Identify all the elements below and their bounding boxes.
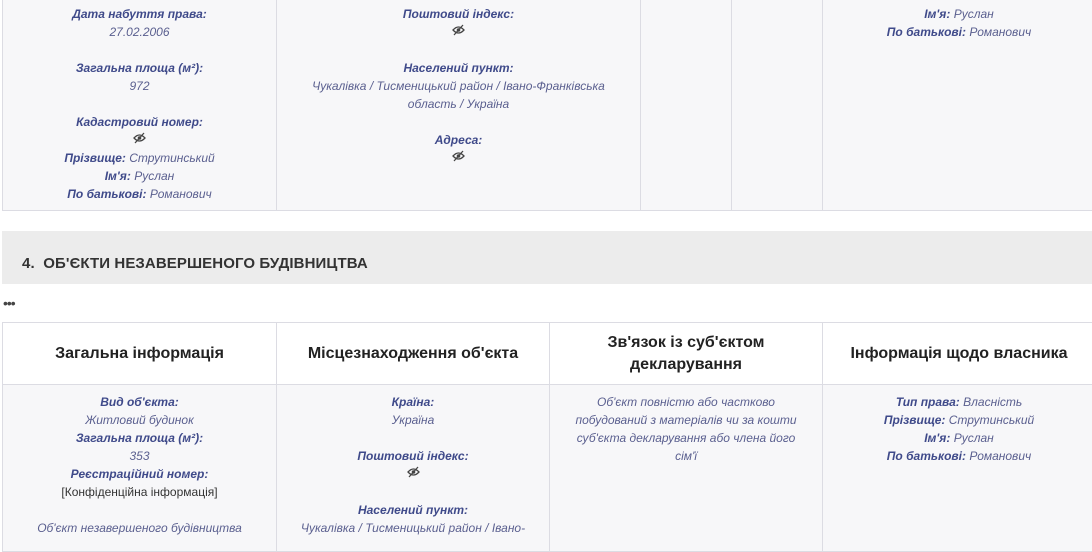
column-divider [640, 0, 641, 210]
postal-code-label: Поштовий індекс: [402, 7, 515, 21]
postal-code-label: Поштовий індекс: [357, 449, 469, 463]
surname-label: Прізвище: [64, 151, 126, 165]
surname-value: Струтинський [129, 151, 215, 165]
address-label: Адреса: [434, 133, 483, 147]
first-name-value: Руслан [953, 431, 994, 445]
first-name-value: Руслан [134, 169, 175, 183]
total-area-value: 353 [129, 449, 150, 463]
first-name-value: Руслан [953, 7, 994, 21]
object-type-label: Вид об'єкта: [100, 395, 179, 409]
object-type-value: Житловий будинок [85, 413, 194, 427]
locality-label: Населений пункт: [403, 61, 514, 75]
total-area-label: Загальна площа (м²): [75, 431, 204, 445]
location-cell [277, 5, 640, 167]
surname-label: Прізвище: [883, 413, 946, 427]
total-area-label: Загальна площа (м²): [75, 61, 204, 75]
section-title [22, 255, 368, 272]
location-cell [277, 393, 549, 537]
relation-line-2: побудований з матеріалів чи за кошти [575, 413, 797, 427]
first-name-label: Ім'я: [104, 169, 131, 183]
country-label: Країна: [391, 395, 435, 409]
first-name-label: Ім'я: [924, 7, 951, 21]
relation-cell [550, 393, 822, 465]
patronymic-value: Романович [149, 187, 212, 201]
locality-value-line2: область / Україна [407, 97, 510, 111]
surname-value: Струтинський [948, 413, 1035, 427]
patronymic-label: По батькові: [886, 25, 966, 39]
patronymic-value: Романович [969, 25, 1032, 39]
locality-label: Населений пункт: [357, 503, 469, 517]
patronymic-label: По батькові: [886, 449, 966, 463]
column-divider [549, 323, 550, 384]
locality-value-line1: Чукалівка / Тисменицький район / Івано- [300, 521, 526, 535]
relation-line-4: сім'ї [675, 449, 697, 463]
acquisition-date-value: 27.02.2006 [109, 25, 170, 39]
header-owner-info: Інформація щодо власника [850, 344, 1068, 362]
general-info-cell [3, 393, 276, 537]
first-name-label: Ім'я: [924, 431, 951, 445]
unfinished-construction-table [2, 322, 1092, 552]
object-note: Об'єкт незавершеного будівництва [37, 521, 242, 535]
owner-info-cell [823, 5, 1092, 41]
column-divider [731, 0, 732, 210]
table-header-row [3, 323, 1092, 385]
right-type-value: Власність [963, 395, 1023, 409]
registration-number-label: Реєстраційний номер: [70, 467, 209, 481]
total-area-value: 972 [129, 79, 150, 93]
relation-line-1: Об'єкт повністю або частково [597, 395, 775, 409]
header-location: Місцезнаходження об'єкта [307, 344, 519, 362]
section-header [2, 231, 1092, 284]
acquisition-date-label: Дата набуття права: [72, 7, 207, 21]
cadastral-number-label: Кадастровий номер: [76, 115, 203, 129]
header-relation: Зв'язок із суб'єктом декларування [607, 333, 765, 373]
eye-slash-icon [133, 131, 146, 149]
section-number: 4. [22, 255, 35, 272]
eye-slash-icon [452, 149, 465, 167]
patronymic-label: По батькові: [67, 187, 147, 201]
patronymic-value: Романович [969, 449, 1032, 463]
relation-line-3: суб'єкта декларування або члена його [576, 431, 796, 445]
owner-info-cell [823, 393, 1092, 465]
section-title-text: ОБ'ЄКТИ НЕЗАВЕРШЕНОГО БУДІВНИЦТВА [43, 255, 368, 272]
right-type-label: Тип права: [895, 395, 960, 409]
header-general-info: Загальна інформація [55, 344, 224, 362]
more-options-icon[interactable]: ••• [3, 295, 15, 311]
property-table-previous [2, 0, 1092, 211]
eye-slash-icon [407, 465, 420, 483]
locality-value-line1: Чукалівка / Тисменицький район / Івано-Франківська [312, 79, 605, 93]
eye-slash-icon [452, 23, 465, 41]
registration-number-value: [Конфіденційна інформація] [61, 485, 218, 499]
country-value: Україна [391, 413, 435, 427]
general-info-cell [3, 5, 276, 203]
